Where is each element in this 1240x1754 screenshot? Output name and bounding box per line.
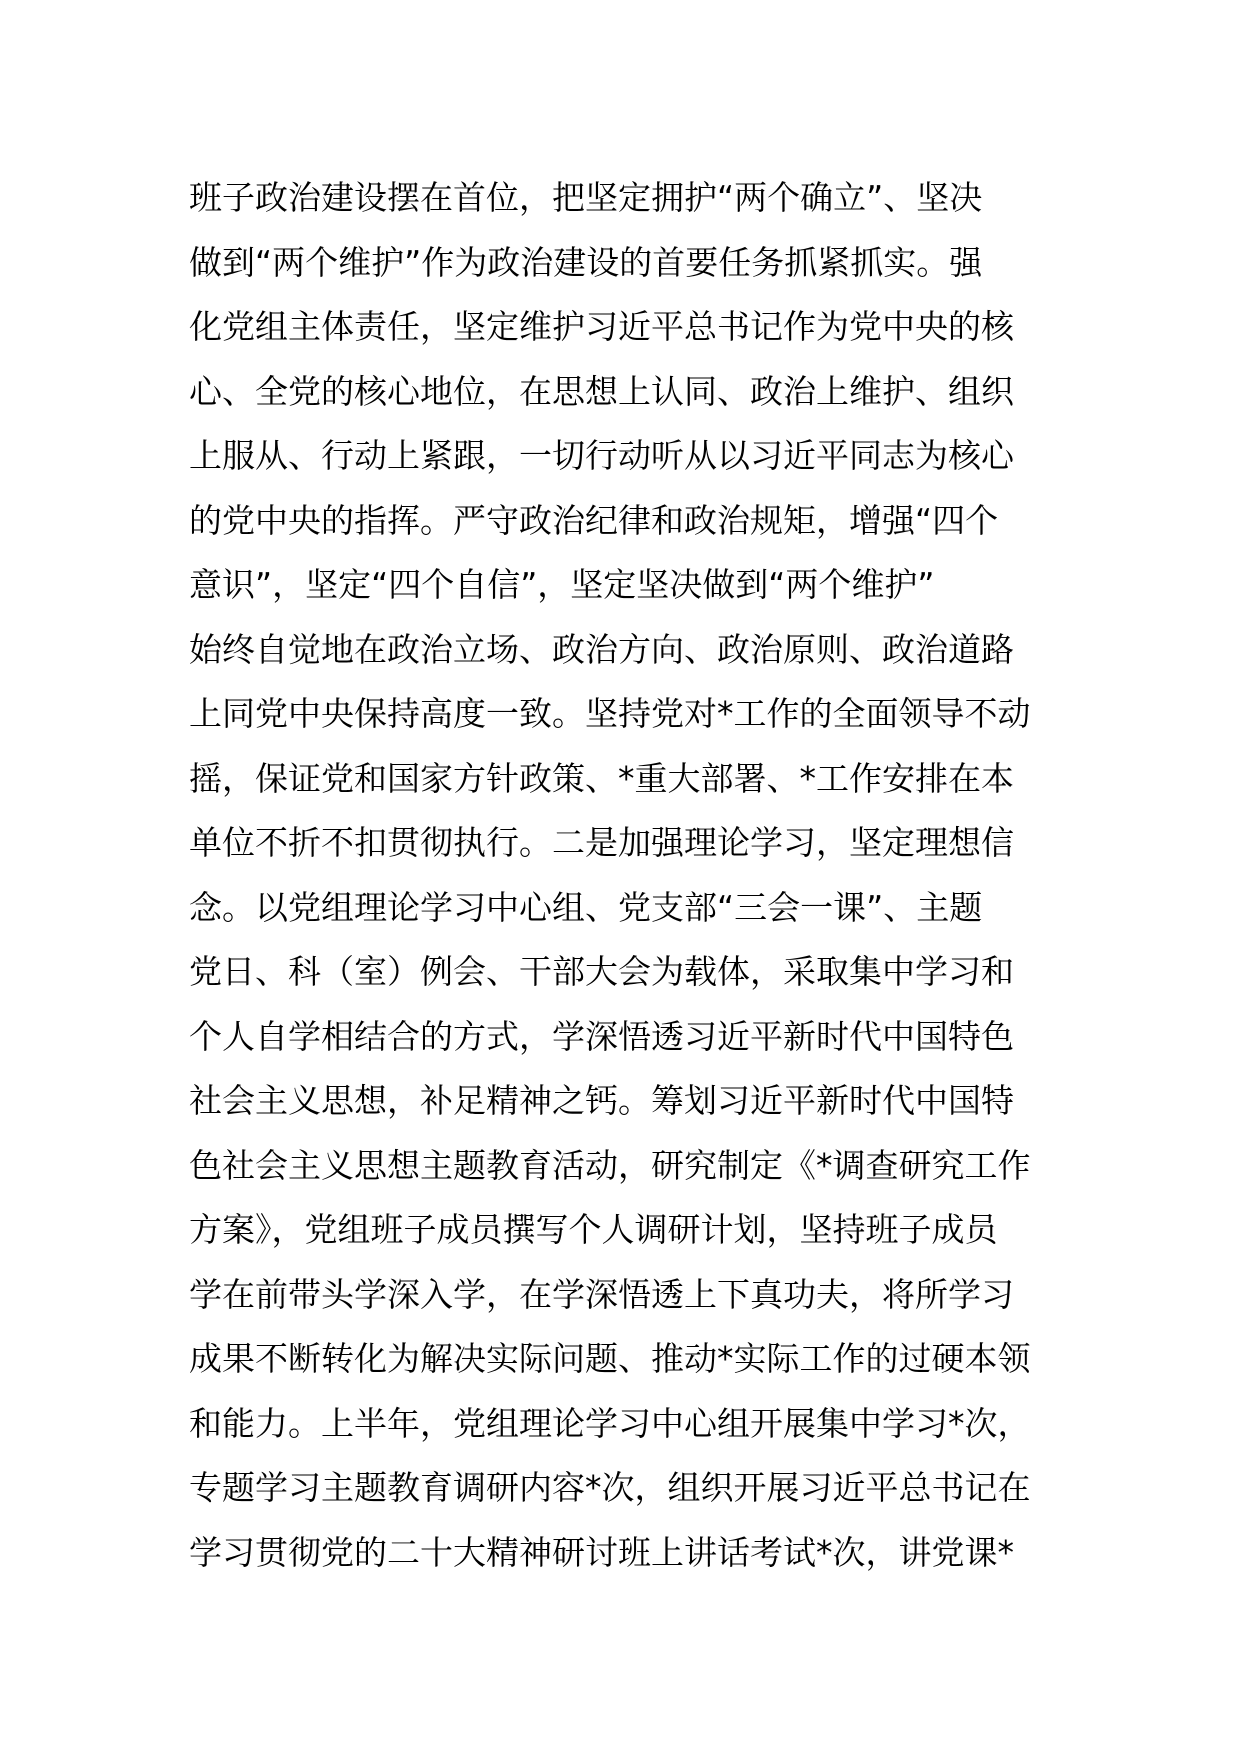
text-line: 做到“两个维护”作为政治建设的首要任务抓紧抓实。强 [189, 242, 983, 282]
text-line: 色社会主义思想主题教育活动，研究制定《*调查研究工作 [189, 1145, 1031, 1185]
text-line: 化党组主体责任，坚定维护习近平总书记作为党中央的核 [189, 307, 1014, 346]
body-text [189, 166, 1069, 1585]
text-line: 班子政治建设摆在首位，把坚定拥护“两个确立”、坚决 [189, 178, 983, 217]
text-line: 始终自觉地在政治立场、政治方向、政治原则、政治道路 [189, 629, 1014, 669]
text-line: 上服从、行动上紧跟，一切行动听从以习近平同志为核心 [189, 436, 1014, 475]
text-line: 社会主义思想，补足精神之钙。筹划习近平新时代中国特 [189, 1081, 1014, 1120]
text-line: 单位不折不扣贯彻执行。二是加强理论学习，坚定理想信 [189, 823, 1014, 862]
text-line: 意识”，坚定“四个自信”，坚定坚决做到“两个维护” [189, 565, 935, 604]
text-line: 和能力。上半年，党组理论学习中心组开展集中学习*次， [189, 1403, 1031, 1443]
text-line: 上同党中央保持高度一致。坚持党对*工作的全面领导不动 [189, 694, 1031, 733]
text-line: 专题学习主题教育调研内容*次，组织开展习近平总书记在 [189, 1468, 1031, 1507]
text-line: 党日、科（室）例会、干部大会为载体，采取集中学习和 [189, 952, 1014, 991]
text-line: 念。以党组理论学习中心组、党支部“三会一课”、主题 [189, 887, 983, 927]
text-line: 学习贯彻党的二十大精神研讨班上讲话考试*次，讲党课* [189, 1532, 1014, 1572]
text-line: 摇，保证党和国家方针政策、*重大部署、*工作安排在本 [189, 758, 1014, 798]
text-line: 方案》，党组班子成员撰写个人调研计划，坚持班子成员 [189, 1210, 998, 1249]
text-line: 成果不断转化为解决实际问题、推动*实际工作的过硬本领 [189, 1339, 1031, 1378]
text-line: 心、全党的核心地位，在思想上认同、政治上维护、组织 [189, 371, 1014, 411]
text-line: 个人自学相结合的方式，学深悟透习近平新时代中国特色 [189, 1016, 1014, 1056]
text-line: 的党中央的指挥。严守政治纪律和政治规矩，增强“四个 [189, 500, 999, 540]
text-line: 学在前带头学深入学，在学深悟透上下真功夫，将所学习 [189, 1274, 1014, 1314]
